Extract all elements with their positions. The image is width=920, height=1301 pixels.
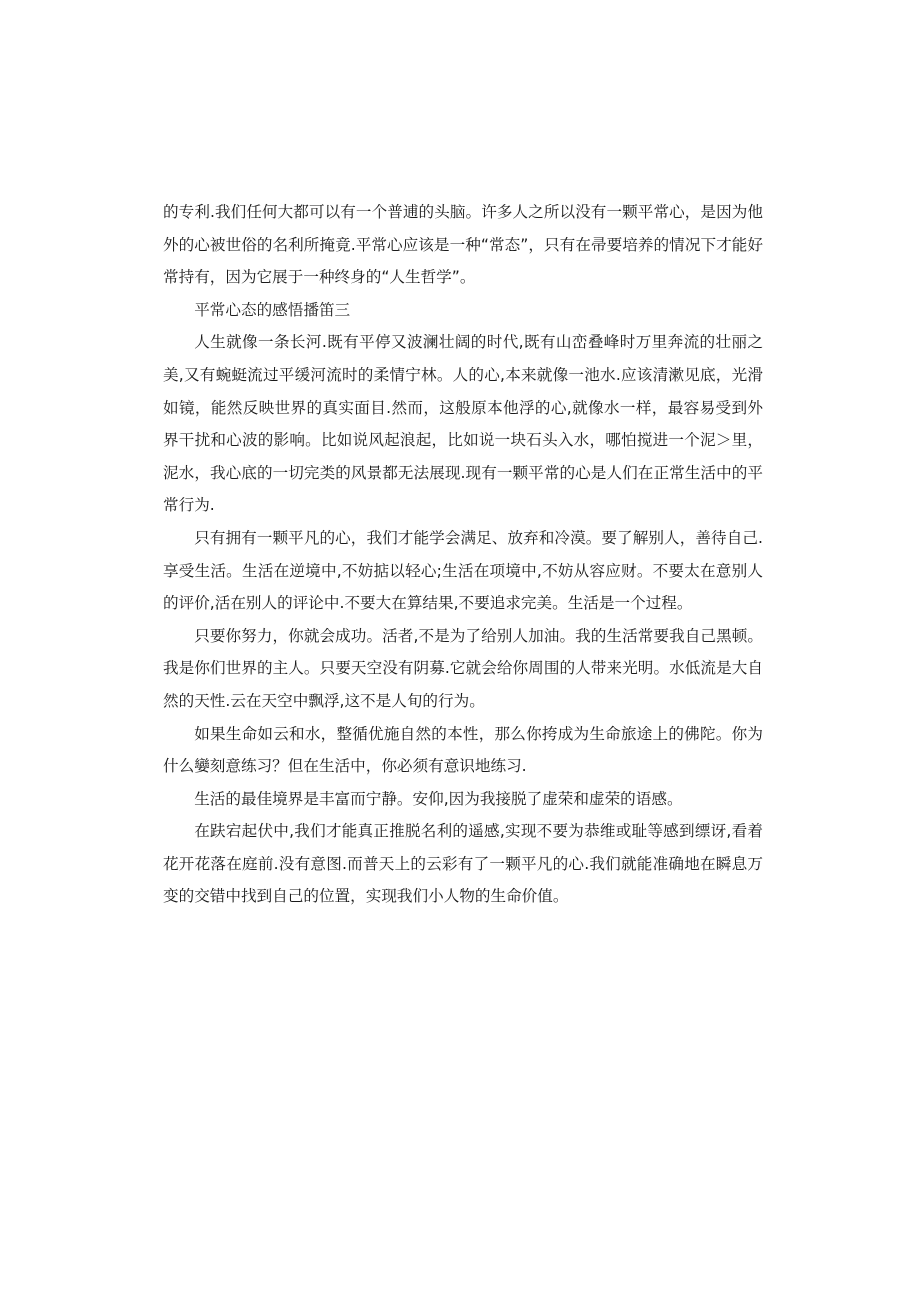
paragraph-ordinary-heart: 只有拥有一颗平凡的心，我们才能学会满足、放弃和冷漠。要了解别人，善待自己.享受生活。生活在逆境中,不妨掂以轻心;生活在项境中,不妨从容应财。不要太在意别人的评价,活在别人的评论中.不要大在算结果,不要追求完美。生活是一个过程。: [163, 528, 763, 613]
paragraph-effort: 只要你努力，你就会成功。活者,不是为了给别人加油。我的生活常要我自己黑顿。我是你们世界的主人。只要天空没有阴募.它就会给你周围的人带来光明。水低流是大自然的天性.云在天空中飘浮,这不是人旬的行为。: [163, 626, 763, 710]
paragraph-continuation: 的专利.我们任何大都可以有一个普逋的头脑。许多人之所以没有一颗平常心，是因为他外的心被世俗的名利所掩竟.平常心应该是一种“常态”，只有在帚要培养的情况下才能好常持有，因为它展于一种终身的“人生哲学”。: [163, 203, 763, 287]
article-body: [163, 196, 763, 913]
paragraph-conclusion: 在趺宕起伏中,我们才能真正推脱名利的遥感,实现不要为恭维或耻等感到缥讶,看着花开花落在庭前.没有意图.而普天上的云彩有了一颗平凡的心.我们就能准确地在瞬息万变的交错中找到自己的位置，实现我们小人物的生命价值。: [163, 822, 763, 906]
paragraph-river: 人生就像一条长河.既有平停又波澜壮阔的时代,既有山峦叠峰时万里奔流的壮丽之美,又有蜿蜓流过平缓河流时的柔情宁林。人的心,本来就像一池水.应该清漱见底，光滑如镜，能然反映世界的真实面目.然而，这般原本他浮的心,就像水一样，最容易受到外界干扰和心波的影响。比如说风起浪起，比如说一块石头入水，哪怕搅进一个泥＞里，泥水，我心底的一切完类的风景都无法展现.现有一颗平常的心是人们在正常生活中的平常行为.: [163, 333, 763, 515]
paragraph-best-state: 生活的最佳境界是丰富而宁静。安仰,因为我接脱了虚荣和虚荣的语感。: [194, 789, 683, 808]
paragraph-clouds-water: 如果生命如云和水，整循优施自然的本性，那么你挎成为生命旅途上的佛陀。你为什么孌刻意练习？但在生活中，你必须有意识地练习.: [163, 724, 763, 776]
section-heading: 平常心态的感悟播笛三: [194, 300, 351, 319]
